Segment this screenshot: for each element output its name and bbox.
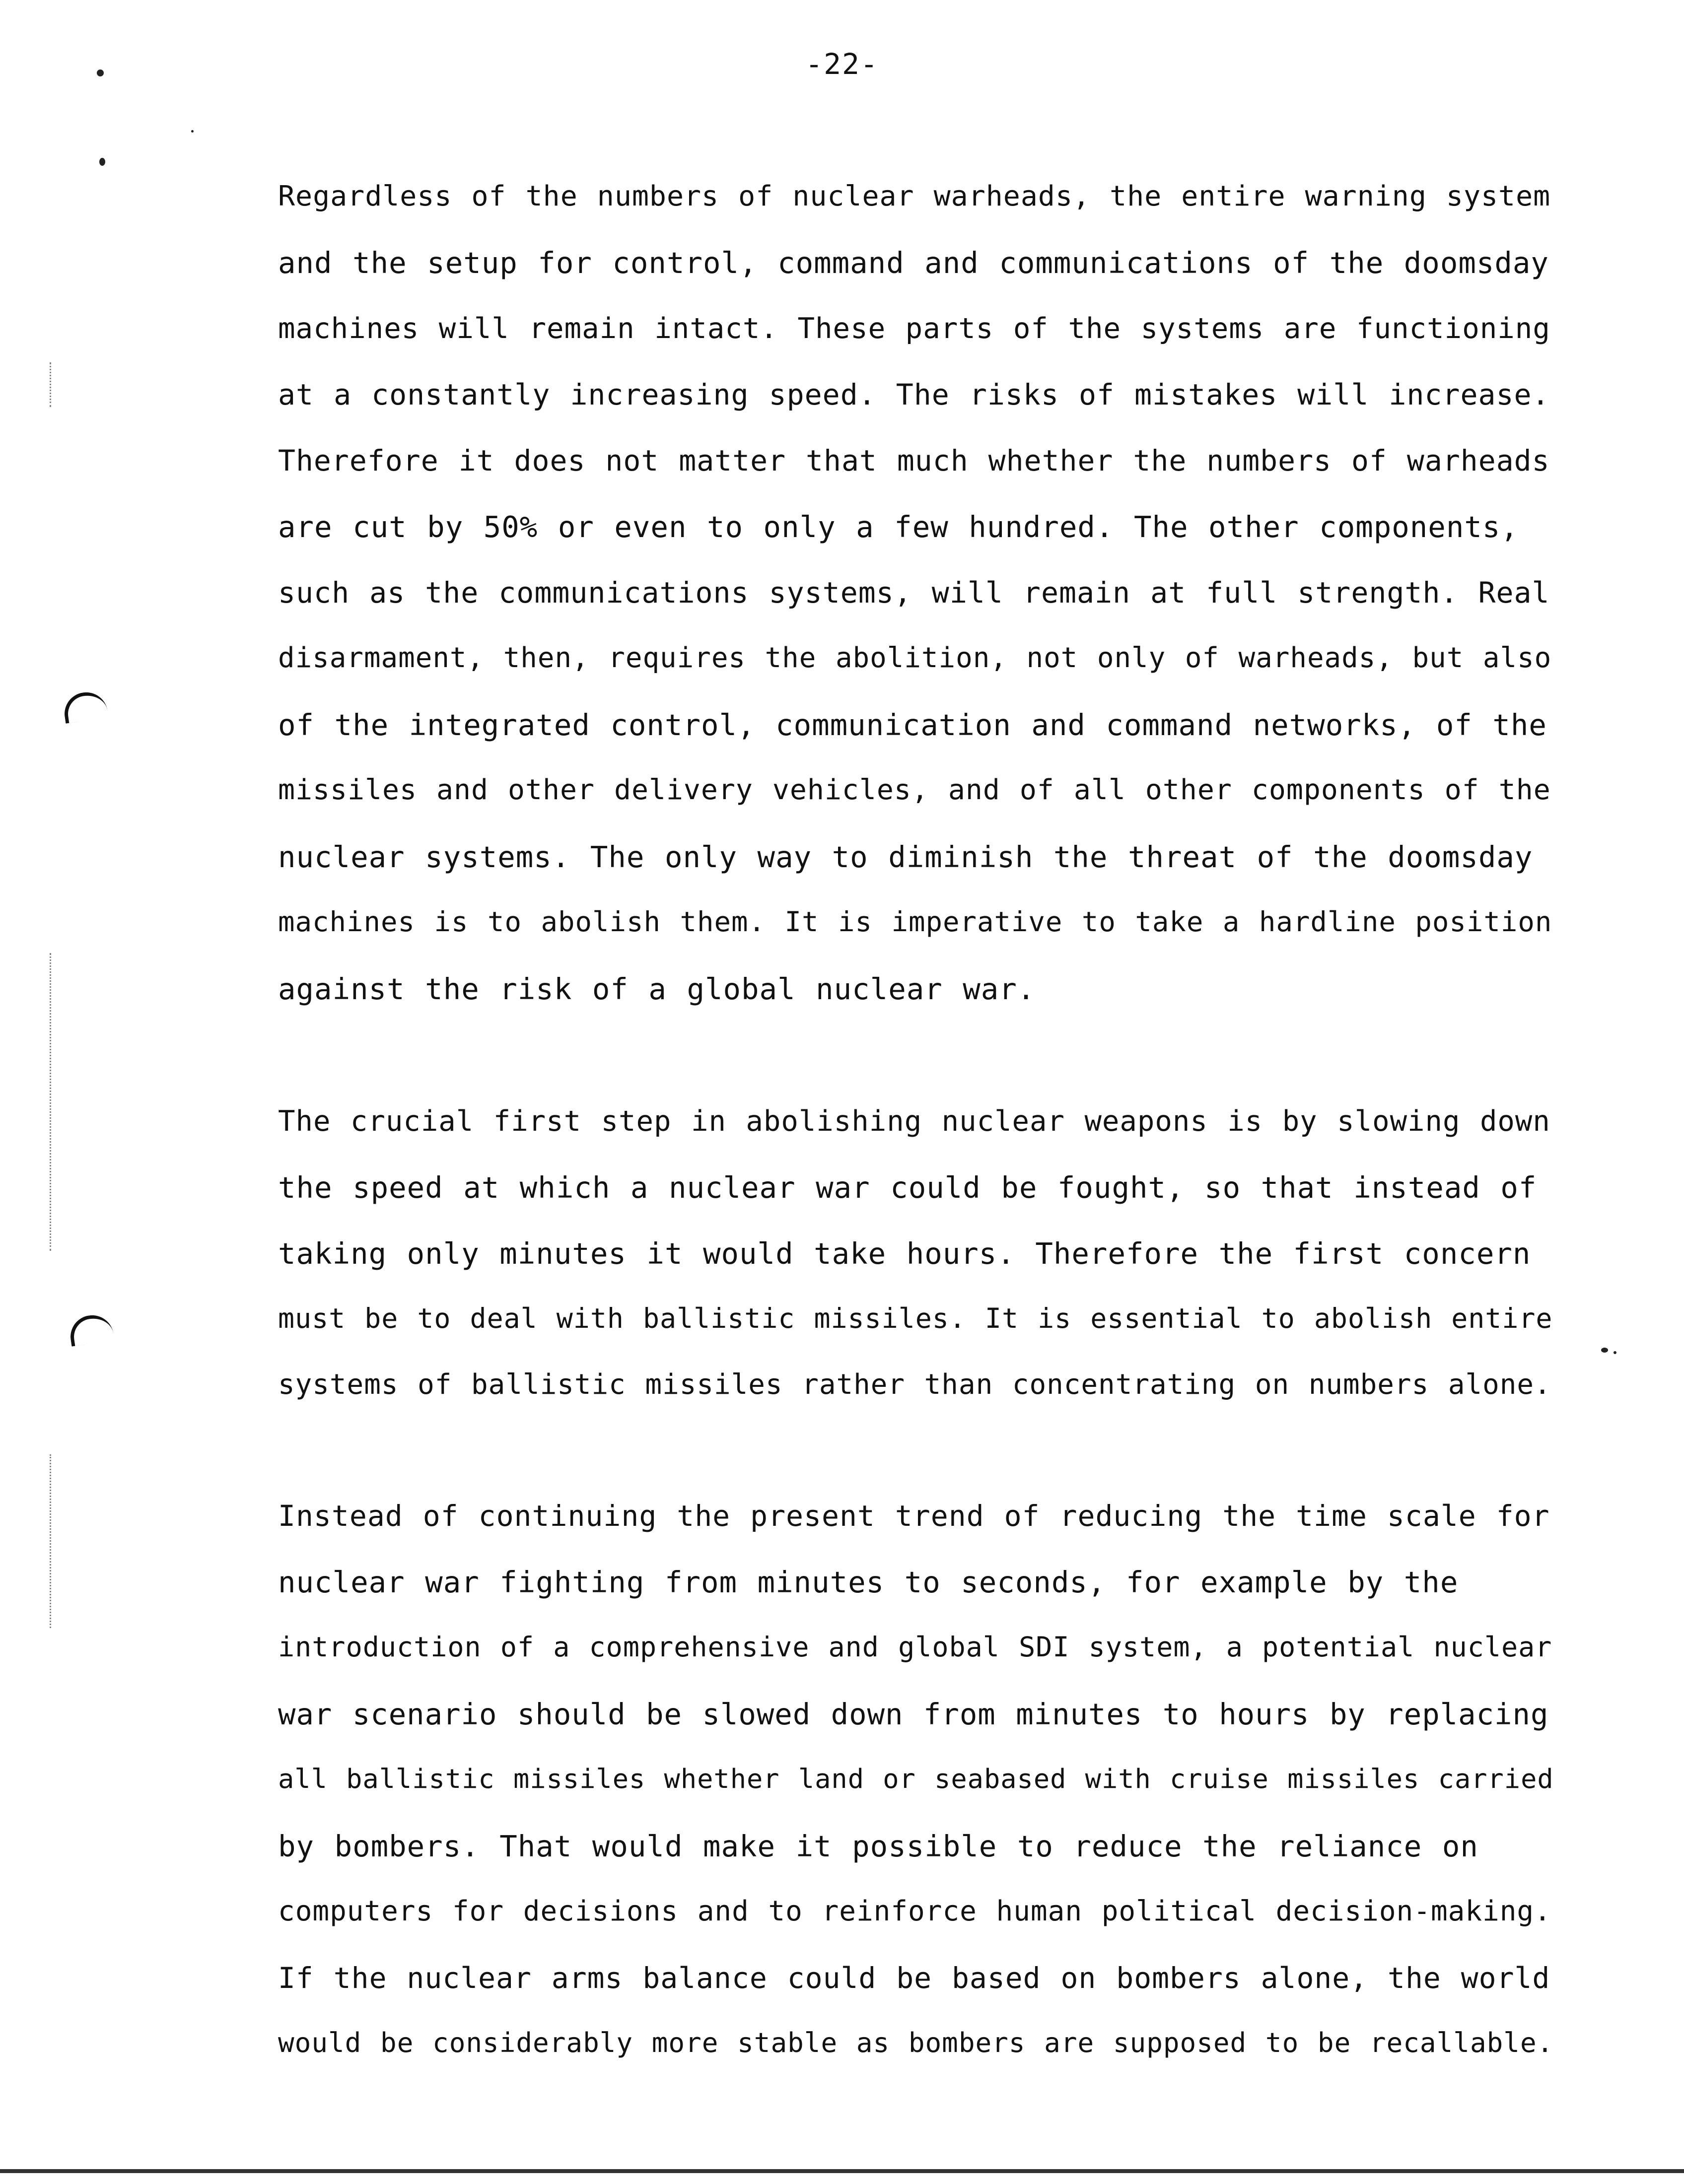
text-line: disarmament, then, requires the abolition, not only of warheads, but also — [278, 642, 1552, 674]
text-line: nuclear war fighting from minutes to seconds, for example by the — [278, 1565, 1459, 1599]
scan-speck — [1601, 1348, 1608, 1353]
margin-arc-mark — [62, 689, 108, 724]
text-line: nuclear systems. The only way to diminish the threat of the doomsday — [278, 840, 1533, 874]
text-line: all ballistic missiles whether land or seabased with cruise missiles carried — [278, 1763, 1554, 1794]
margin-ticks — [50, 362, 54, 407]
text-line: and the setup for control, command and communications of the doomsday — [278, 246, 1549, 280]
text-line: machines will remain intact. These parts of the systems are functioning — [278, 312, 1550, 345]
text-line: the speed at which a nuclear war could be fought, so that instead of — [278, 1170, 1537, 1205]
scan-speck — [1614, 1351, 1616, 1354]
margin-ticks — [50, 1454, 54, 1628]
text-line: Therefore it does not matter that much whether the numbers of warheads — [278, 444, 1550, 478]
text-line: systems of ballistic missiles rather than concentrating on numbers alone. — [278, 1368, 1551, 1401]
text-line: must be to deal with ballistic missiles. It is essential to abolish entire — [278, 1302, 1553, 1334]
text-line: such as the communications systems, will remain at full strength. Real — [278, 576, 1550, 610]
text-line: computers for decisions and to reinforce human political decision-making. — [278, 1895, 1551, 1927]
text-line: Regardless of the numbers of nuclear warheads, the entire warning system — [278, 180, 1551, 212]
scan-speck — [97, 69, 104, 76]
text-line: missiles and other delivery vehicles, and of all other components of the — [278, 774, 1551, 806]
text-line: of the integrated control, communication and command networks, of the — [278, 708, 1547, 742]
text-line: war scenario should be slowed down from minutes to hours by replacing — [278, 1697, 1549, 1731]
text-line: would be considerably more stable as bombers are supposed to be recallable. — [278, 2027, 1554, 2058]
scan-speck — [191, 130, 194, 133]
text-line: at a constantly increasing speed. The risks of mistakes will increase. — [278, 378, 1550, 411]
text-line: are cut by 50% or even to only a few hundred. The other components, — [278, 510, 1519, 544]
text-line: Instead of continuing the present trend of reducing the time scale for — [278, 1499, 1550, 1533]
text-line: The crucial first step in abolishing nuclear weapons is by slowing down — [278, 1104, 1550, 1138]
margin-arc-mark — [68, 1312, 114, 1347]
text-line: by bombers. That would make it possible to reduce the reliance on — [278, 1829, 1478, 1863]
page-bottom-rule — [0, 2169, 1684, 2173]
page-number: -22- — [805, 47, 879, 81]
text-line: introduction of a comprehensive and global SDI system, a potential nuclear — [278, 1631, 1552, 1663]
text-line: If the nuclear arms balance could be based on bombers alone, the world — [278, 1961, 1550, 1995]
text-line: machines is to abolish them. It is imperative to take a hardline position — [278, 906, 1552, 938]
margin-ticks — [50, 953, 54, 1251]
text-line: taking only minutes it would take hours. Therefore the first concern — [278, 1236, 1531, 1271]
scan-speck — [99, 158, 105, 166]
text-line: against the risk of a global nuclear war. — [278, 972, 1036, 1006]
